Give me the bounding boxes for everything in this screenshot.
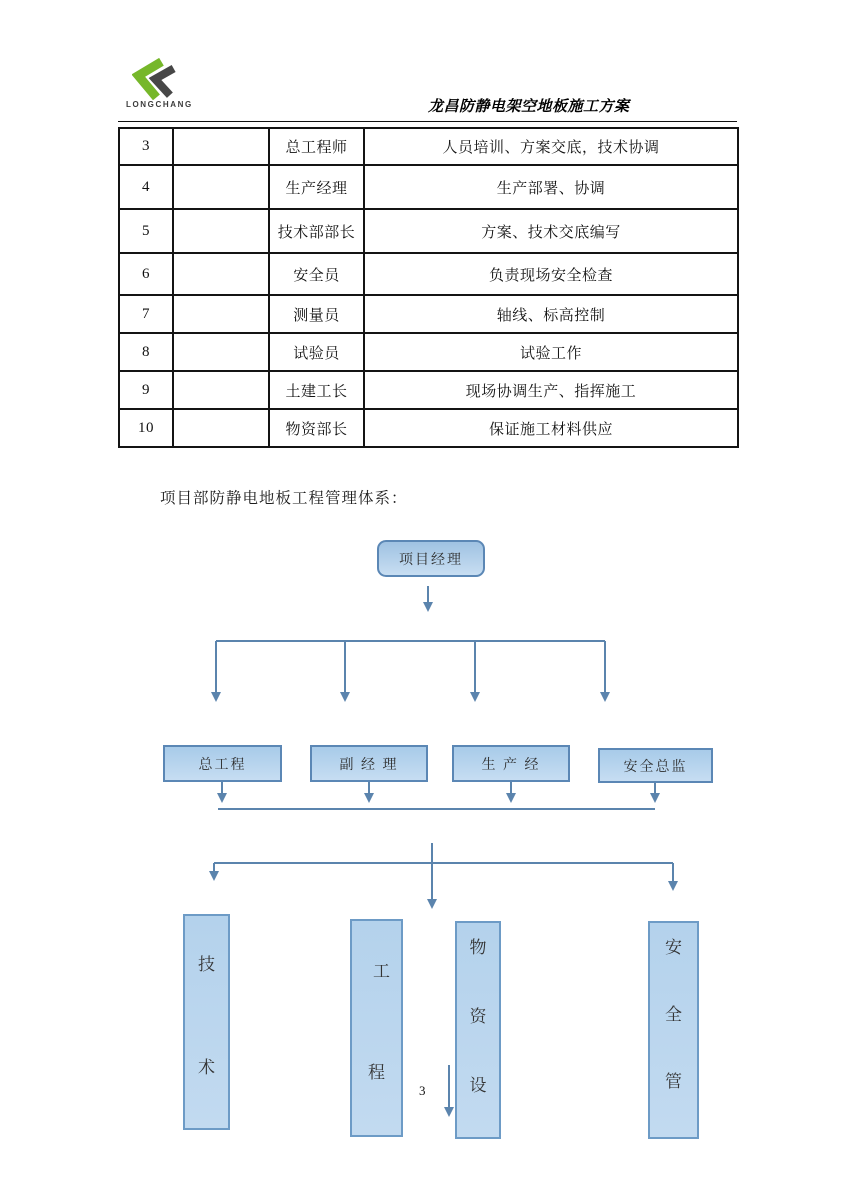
- table-row: [119, 165, 738, 209]
- org-node-safety-director: [598, 748, 713, 783]
- cell-no: 6: [119, 253, 173, 295]
- org-node-deputy-manager: [310, 745, 428, 782]
- cell-duty: 轴线、标高控制: [364, 295, 738, 333]
- org-node-chief-engineer: [163, 745, 282, 782]
- section-heading: 项目部防静电地板工程管理体系：: [160, 490, 408, 507]
- table-row: [119, 409, 738, 447]
- cell-duty: 保证施工材料供应: [364, 409, 738, 447]
- cell-duty: 负责现场安全检查: [364, 253, 738, 295]
- cell-duty: 方案、技术交底编写: [364, 209, 738, 253]
- cell-col2: [173, 295, 269, 333]
- cell-role: 物资部长: [269, 409, 364, 447]
- cell-col2: [173, 165, 269, 209]
- cell-col2: [173, 209, 269, 253]
- cell-duty: 生产部署、协调: [364, 165, 738, 209]
- cell-role: 测量员: [269, 295, 364, 333]
- document-header-title: 龙昌防静电架空地板施工方案: [428, 99, 630, 115]
- cell-role: 安全员: [269, 253, 364, 295]
- org-node-engineering: [350, 919, 403, 1137]
- table-row: [119, 209, 738, 253]
- cell-col2: [173, 409, 269, 447]
- longchang-chevron-icon: [132, 58, 178, 100]
- cell-role: 试验员: [269, 333, 364, 371]
- cell-role: 总工程师: [269, 128, 364, 165]
- cell-col2: [173, 333, 269, 371]
- table-row: [119, 253, 738, 295]
- cell-role: 生产经理: [269, 165, 364, 209]
- logo-wordmark: LONGCHANG: [126, 100, 193, 109]
- table-row: [119, 371, 738, 409]
- vertical-char: 全: [665, 1005, 682, 1024]
- cell-col2: [173, 253, 269, 295]
- vertical-char: 技: [198, 955, 215, 974]
- cell-no: 8: [119, 333, 173, 371]
- page-number: 3: [419, 1083, 426, 1098]
- org-node-safety-management: [648, 921, 699, 1139]
- vertical-char: 术: [198, 1058, 215, 1077]
- org-node-label: 生 产 经: [481, 757, 541, 773]
- org-node-project-manager: [377, 540, 485, 577]
- org-node-label: 安全总监: [623, 759, 688, 775]
- cell-col2: [173, 371, 269, 409]
- cell-role: 技术部部长: [269, 209, 364, 253]
- cell-duty: 现场协调生产、指挥施工: [364, 371, 738, 409]
- header-rule: [118, 121, 737, 122]
- company-logo: [128, 58, 218, 114]
- org-node-label: 副 经 理: [339, 757, 399, 773]
- cell-role: 土建工长: [269, 371, 364, 409]
- org-node-label: 总工程: [198, 757, 247, 773]
- cell-no: 9: [119, 371, 173, 409]
- responsibility-table: [118, 127, 739, 448]
- org-node-label: 项目经理: [399, 552, 463, 568]
- org-node-material-supply: [455, 921, 501, 1139]
- cell-col2: [173, 128, 269, 165]
- vertical-char: 设: [469, 1076, 487, 1095]
- cell-duty: 人员培训、方案交底，技术协调: [364, 128, 738, 165]
- vertical-char: 程: [368, 1063, 385, 1082]
- vertical-char: 资: [469, 1007, 487, 1026]
- cell-no: 5: [119, 209, 173, 253]
- table-row: [119, 333, 738, 371]
- table-row: [119, 128, 738, 165]
- vertical-char: 安: [665, 938, 682, 957]
- cell-no: 10: [119, 409, 173, 447]
- vertical-char: 物: [469, 938, 487, 957]
- org-node-technology: [183, 914, 230, 1130]
- vertical-char: 工: [373, 962, 390, 981]
- table-row: [119, 295, 738, 333]
- vertical-char: 管: [665, 1072, 682, 1091]
- cell-no: 3: [119, 128, 173, 165]
- cell-no: 4: [119, 165, 173, 209]
- cell-no: 7: [119, 295, 173, 333]
- cell-duty: 试验工作: [364, 333, 738, 371]
- org-node-production-manager: [452, 745, 570, 782]
